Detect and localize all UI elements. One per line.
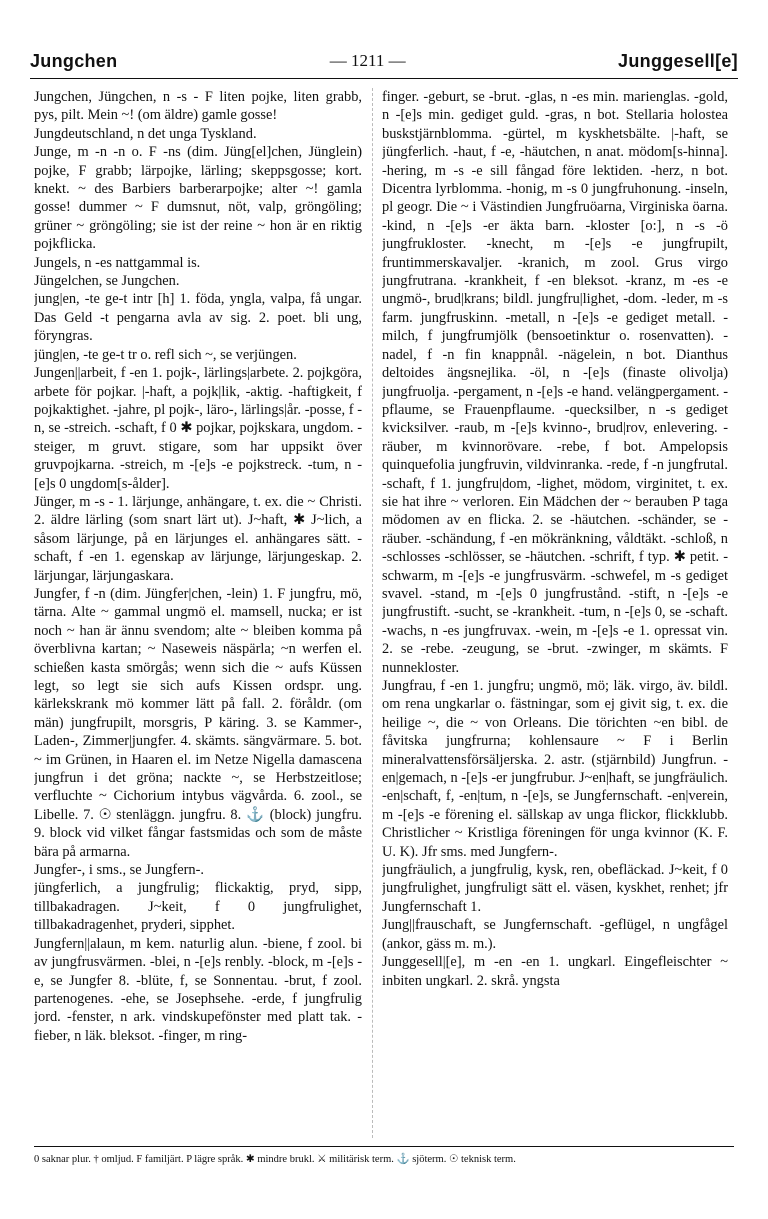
entry-junggeselle: Junggesell|[e], m -en -en 1. ungkarl. Eingefleischter ~ inbiten ungkarl. 2. skrå. yngsta	[382, 954, 728, 989]
entry-juengen-verb: jüng|en, -te ge-t tr o. refl sich ~, se verjüngen.	[34, 346, 297, 363]
entry-juengelchen: Jüngelchen, se Jungchen.	[34, 273, 180, 290]
entry-juenger: Jünger, m -s - 1. lärjunge, anhängare, t. ex. die ~ Christi. 2. äldre lärling (som snart lärt ut). J~haft, ✱ J~lich, a såsom lärjunge, på en lärjunges el. anhängares sätt. -schaft, f -en 1. egenskap av lärjunge, lärjungeskap. 2. lärjungar, lärjungaskara.	[34, 493, 362, 584]
page-number: — 1211 —	[329, 51, 406, 70]
entry-jungenarbeit: Jungen||arbeit, f -en 1. pojk-, lärlings|arbete. 2. pojkgöra, arbete för pojkar. |-haft, a pojk|lik, -aktig. -haftigkeit, f pojkaktighet. -jahre, pl pojk-, läro-, lärlings|år. -posse, f -n, se -streich. -schaft, f 0 ✱ pojkar, pojkskara, ungdom. -steiger, m gruvt. stigare, som har uppsikt över gruvpojkarna. -streich, m -[e]s -e pojkstreck. -tum, n -[e]s 0 ungdom[s-ålder].	[34, 365, 362, 492]
entry-jungfernalaun: Jungfern||alaun, m kem. naturlig alun. -biene, f zool. bi av jungfrusvärmen. -blei, n -[e]s renbly. -block, m -[e]s -e, se Jungfer 8. -blüte, f, se Sonnentau. -brut, f zool. partenogenes. -ehe, se Josephsehe. -erde, f jungfrulig jord. -fenster, n ark. vindskupefönster med platt tak. -fieber, n läk. bleksot. -finger, m ring-	[34, 935, 362, 1044]
page-header	[30, 44, 738, 79]
entry-jungfer-compounds: Jungfer-, i sms., se Jungfern-.	[34, 862, 204, 879]
entry-jungchen: Jungchen, Jüngchen, n -s - F liten pojke, liten grabb, pys, pilt. Mein ~! (om äldre) gamle gosse!	[34, 89, 362, 124]
header-left-guide-word: Jungchen	[30, 50, 118, 71]
entry-junge: Junge, m -n -n o. F -ns (dim. Jüng[el]chen, Jünglein) pojke, F grabb; lärpojke, lärling; skeppsgosse; kort. knekt. ~ des Barbiers barberarpojke; alter ~! gamla gosse! dummer ~ F dumsnut, nöt, valp, gröngöling; grüner ~ gröngöling; sie ist der reine ~ hon är en riktig pojkflicka.	[34, 144, 362, 253]
entry-jungfrauschaft: Jung||frauschaft, se Jungfernschaft. -geflügel, n ungfågel (ankor, gäss m. m.).	[382, 917, 728, 952]
right-column	[382, 88, 728, 1138]
left-column	[34, 88, 362, 1138]
entry-jungfern-continued: finger. -geburt, se -brut. -glas, n -es min. marienglas. -gold, n -[e]s min. gediget guld. -gras, n bot. Stellaria holostea buskstjärnblomma. -gürtel, m kyskhetsbälte. |-haft, se jüngferlich. -haut, f -e, -häutchen, n anat. mödom[s-hinna]. -hering, m -s -e sill fångad före lektiden. -herz, n bot. Dicentra lyrblomma. -honig, m -s 0 jungfruhonung. -inseln, pl geogr. Die ~ i Västindien Jungfruöarna, Virginiska öarna. -kind, n -[e]s -er äkta barn. -kloster [o:], n -s -ö jungfrukloster. -knecht, m -[e]s -e jungfrupilt, fruntimmerskavaljer. -kranich, m zool. Grus virgo jungfrutrana. -krankheit, f -en bleksot. -kranz, m -es -e ungmö-, brud|krans; bildl. jungfru|lighet, -dom. -leder, m -s farm. jungfruskinn. -metall, n -[e]s -e gediget metall. -milch, f jungfrumjölk (bensoetinktur o. rosenvatten). -nadel, f -n fin knappnål. -nägelein, n bot. Dianthus deltoides ängsnejlika. -öl, n -[e]s (finaste olivolja) jungfruolja. -pergament, n -[e]s -e hand. velängpergament. -pflaume, se Frauenpflaume. -quecksilber, n -s gediget kvicksilver. -raub, m -[e]s kvinno-, brud|rov, enlevering. -räuber, m kvinnorövare. -rebe, f bot. Ampelopsis quinquefolia jungfruvin, vildvinranka. -rede, f -n jungfrutal. -schaft, f 1. jungfru|dom, -lighet, mödom, virginitet, t. ex. sie hat ihre ~ verloren. Ein Mädchen der ~ berauben P taga mödomen av en flicka. 2. se -häutchen. -schänder, se -räuber. -schändung, f -en mökränkning, våldtäkt. -schloß, n -schlosses -schlösser, se -häutchen. -schrift, f typ. ✱ petit. -schwarm, m -[e]s -e jungfrusvärm. -schwefel, m -s gediget svavel. -stand, m -[e]s 0 jungfrustånd. -stift, n -[e]s -e jungfrustift. -sucht, se -krankheit. -tum, n -[e]s 0, se -schaft. -wachs, n -es jungfruvax. -wein, m -[e]s -e 1. opressat vin. 2. se -rebe. -zeugung, se -brut. -zwinger, m skämts. F nunnekloster.	[382, 89, 728, 676]
header-right-guide-word: Junggesell[e]	[618, 50, 738, 71]
entry-juengferlich: jüngferlich, a jungfrulig; flickaktig, pryd, sipp, tillbakadragen. J~keit, f 0 jungfrulighet, tillbakadragenhet, pryderi, sipphet.	[34, 880, 362, 934]
entry-jungfrau: Jungfrau, f -en 1. jungfru; ungmö, mö; läk. virgo, äv. bildl. om rena ungkarlar o. fästningar, som ej givit sig, t. ex. die heilige ~, die ~ von Orleans. Die törichten ~en bibl. de fåvitska jungfrurna; kohlensaure ~ F i Berlin mineralvattensförsäljerska. 2. astr. (stjärnbild) Jungfrun. -en|gemach, n -[e]s -er jungfrubur. J~en|haft, se jungfräulich. -en|schaft, f, -en|tum, n -[e]s, se Jungfernschaft. -en|verein, m -[e]s -e förening el. sällskap av unga flickor, flickklubb. Christlicher ~ Kristliga föreningen för unga kvinnor (K. F. U. K). Jfr sms. med Jungfern-.	[382, 678, 728, 860]
entry-jungdeutschland: Jungdeutschland, n det unga Tyskland.	[34, 125, 257, 142]
entry-jungen-verb: jung|en, -te ge-t intr [h] 1. föda, yngla, valpa, få ungar. Das Geld -t pengarna avla av sig. 2. poet. bli ung, föryngras.	[34, 291, 362, 345]
abbreviation-legend: 0 saknar plur. † omljud. F familjärt. P lägre språk. ✱ mindre brukl. ⚔ militärisk term. ⚓ sjöterm. ☉ teknisk term.	[34, 1146, 734, 1174]
column-divider	[372, 88, 373, 1138]
entry-jungeis: Jungels, n -es nattgammal is.	[34, 254, 201, 271]
entry-jungfraeulich: jungfräulich, a jungfrulig, kysk, ren, obefläckad. J~keit, f 0 jungfrulighet, jungfruligt sätt el. väsen, kyskhet, renhet; jfr Jungfernschaft 1.	[382, 862, 728, 915]
entry-jungfer: Jungfer, f -n (dim. Jüngfer|chen, -lein) 1. F jungfru, mö, tärna. Alte ~ gammal ungmö el. mamsell, nucka; er ist noch ~ han är ännu svendom; alte ~ bleiben komma på överblivna kartan; ~ Naseweis näspärla; ~n werfen el. schießen kasta smörgås; wenn sich die ~ aufs Küssen legt, so legt sie sich aufs Kissen ordspr. ung. kärlekskrank mö kommer lätt på fall. 2. föråldr. (om män) jungfrupilt, morsgris, P käring. 3. se Kammer-, Laden-, Zimmer|jungfer. 4. skämts. sängvärmare. 5. bot. ~ im Grünen, in Haaren el. im Netze Nigella damascena jungfrun i det gröna; nackte ~, se Herbstzeitlose; verfluchte ~ Cichorium intybus vägvårda. 6. zool., se Libelle. 7. ☉ stenläggn. jungfru. 8. ⚓ (block) jungfru. 9. block vid vilket fångar fastsmidas och som de måste bära på armarna.	[34, 585, 362, 860]
